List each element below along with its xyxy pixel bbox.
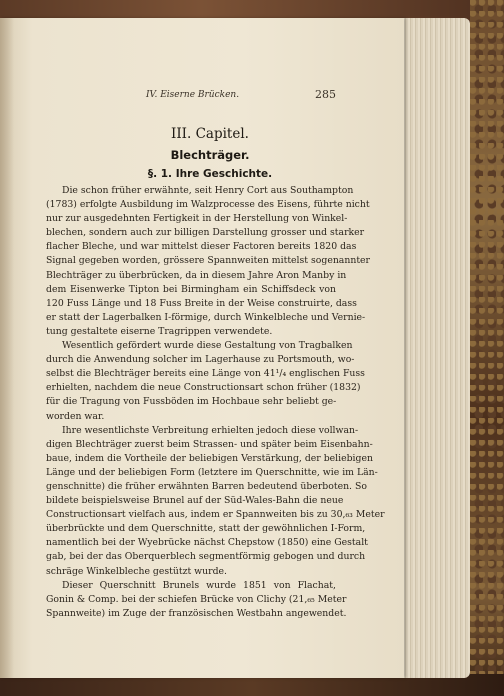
page-gutter <box>0 18 14 678</box>
text-line: Gonin & Comp. bei der schiefen Brücke von Clichy (21,₆₅ Meter <box>46 593 347 605</box>
book-cover-marbled-edge <box>470 0 504 696</box>
text-line: Dieser Querschnitt Brunels wurde 1851 von Flachat, <box>62 579 336 591</box>
text-line: worden war. <box>46 410 105 422</box>
section-title: Blechträger. <box>170 148 250 162</box>
running-title: IV. Eiserne Brücken. <box>146 90 240 100</box>
text-line: Blechträger zu überbrücken, da in diesem Jahre Aron Manby in <box>46 269 347 281</box>
text-line: durch die Anwendung solcher im Lagerhause zu Portsmouth, wo- <box>46 354 355 366</box>
subsection-title: §. 1. Ihre Geschichte. <box>147 168 273 180</box>
text-line: er statt der Lagerbalken I-förmige, durch Winkelbleche und Vernie- <box>46 311 366 323</box>
chapter-title: III. Capitel. <box>171 126 249 142</box>
text-line: Die schon früher erwähnte, seit Henry Cort aus Southampton <box>62 185 354 196</box>
text-line: baue, indem die Vortheile der beliebigen Verstärkung, der beliebigen <box>46 452 373 464</box>
text-line: nur zur ausgedehnten Fertigkeit in der Herstellung von Winkel- <box>46 213 348 225</box>
text-line: selbst die Blechträger bereits eine Länge von 41¹/₄ englischen Fuss <box>46 368 365 380</box>
text-line: flacher Bleche, und war mittelst dieser Factoren bereits 1820 das <box>46 241 357 253</box>
text-line: erhielten, nachdem die neue Constructionsart schon früher (1832) <box>46 382 361 394</box>
paragraph <box>46 339 365 424</box>
text-line: (1783) erfolgte Ausbildung im Walzprocesse des Eisens, führte nicht <box>46 199 370 211</box>
text-line: tung gestaltete eiserne Tragrippen verwendete. <box>46 325 273 337</box>
paragraph <box>46 579 347 621</box>
text-line: Ihre wesentlichste Verbreitung erhielten jedoch diese vollwan- <box>62 424 359 436</box>
text-line: Signal gegeben worden, grössere Spannweiten mittelst sogenannter <box>46 255 371 267</box>
text-line: blechen, sondern auch zur billigen Darstellung grosser und starker <box>46 227 365 239</box>
page-edges <box>398 18 470 678</box>
text-line: digen Blechträger zuerst beim Strassen- und später beim Eisenbahn- <box>46 438 373 450</box>
text-line: namentlich bei der Wyebrücke nächst Chepstow (1850) eine Gestalt <box>46 537 368 549</box>
text-line: genschnitte) die früher erwähnten Barren bedeutend überboten. So <box>46 480 367 492</box>
text-line: überbrückte und dem Querschnitte, statt der gewöhnlichen I-Form, <box>46 523 366 535</box>
body-text <box>46 184 385 621</box>
text-line: Constructionsart vielfach aus, indem er Spannweiten bis zu 30,₆₃ Meter <box>46 509 385 521</box>
text-line: dem Eisenwerke Tipton bei Birmingham ein Schiffsdeck von <box>46 283 336 295</box>
text-line: Länge und der beliebigen Form (letztere im Querschnitte, wie im Län- <box>46 466 378 478</box>
text-line: 120 Fuss Länge und 18 Fuss Breite in der Weise construirte, dass <box>46 297 357 309</box>
text-line: für die Tragung von Fussböden im Hochbaue sehr beliebt ge- <box>46 396 337 408</box>
text-line: bildete beispielsweise Brunel auf der Süd-Wales-Bahn die neue <box>46 495 344 507</box>
text-line: Spannweite) im Zuge der französischen Westbahn angewendet. <box>46 607 347 619</box>
text-line: Wesentlich gefördert wurde diese Gestaltung von Tragbalken <box>62 340 353 352</box>
running-header <box>140 88 336 104</box>
paragraph <box>46 184 371 339</box>
page-number: 285 <box>315 88 336 101</box>
paragraph <box>46 424 385 579</box>
text-line: gab, bei der das Oberquerblech segmentförmig gebogen und durch <box>46 551 366 563</box>
text-line: schräge Winkelbleche gestützt wurde. <box>46 565 227 577</box>
